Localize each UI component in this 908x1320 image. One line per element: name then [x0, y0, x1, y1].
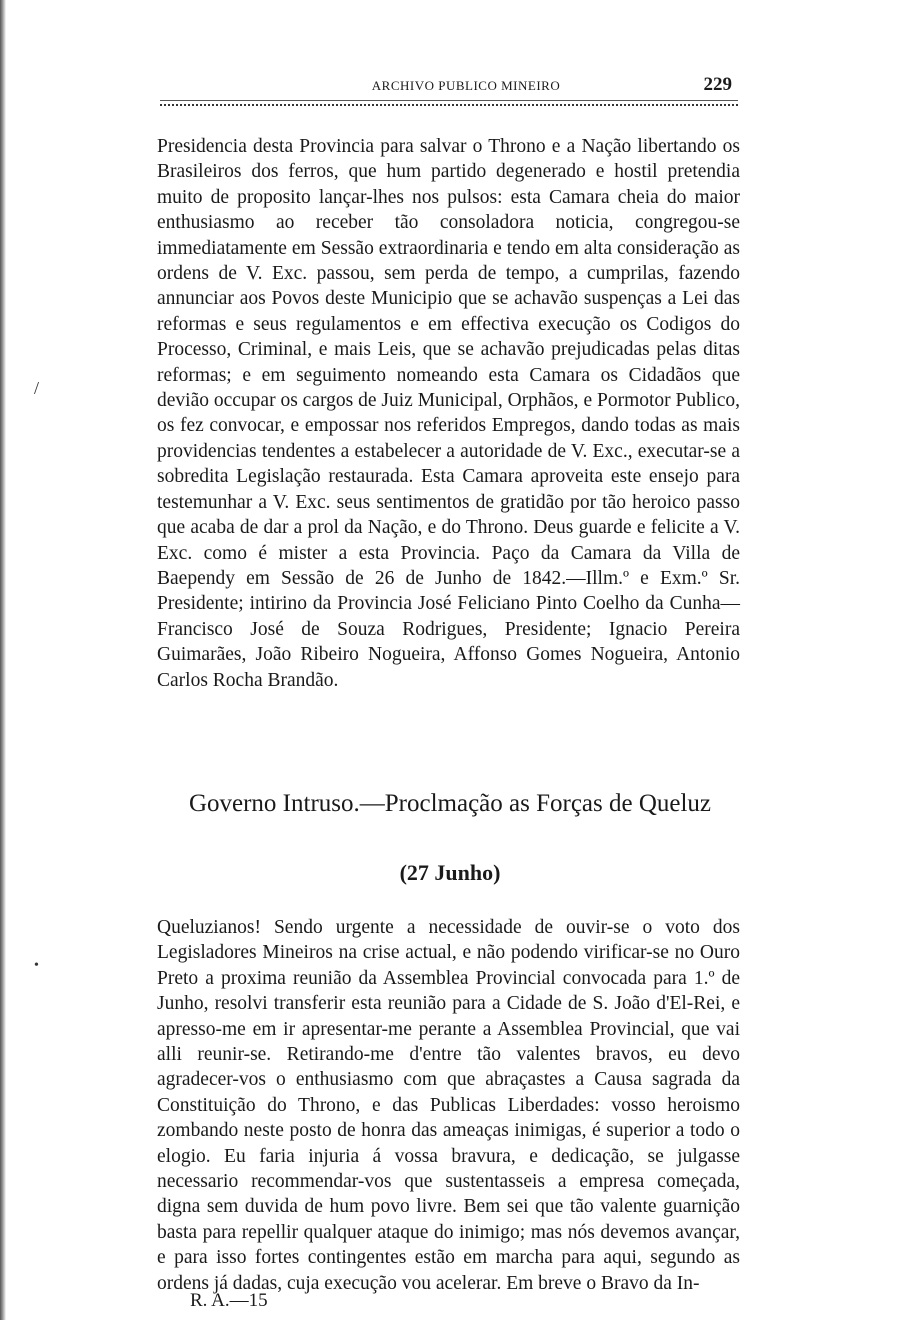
running-head: ARCHIVO PUBLICO MINEIRO	[371, 78, 561, 93]
margin-mark: /	[34, 378, 40, 398]
page-header	[160, 74, 740, 100]
page-edge-shadow	[0, 0, 6, 1320]
body-paragraph: Presidencia desta Provincia para salvar o Throno e a Nação libertando os Brasileiros dos ferros, que hum partido degenerado e hostil pretendia muito de proposito lançar-lhes nos pulsos: esta Camara cheia do maior enthusiasmo ao receber tão consoladora noticia, congregou-se immediatamente em Sessão extraordinaria e tendo em alta consideração as ordens de V. Exc. passou, sem perda de tempo, a cumprilas, fazendo annunciar aos Povos deste Municipio que se achavão suspenças a Lei das reformas e seus regulamentos e em effectiva execução os Codigos do Processo, Criminal, e mais Leis, que se achavão prejudicadas pelas ditas reformas; e em seguimento nomeando esta Camara os Cidadãos que devião occupar os cargos de Juiz Municipal, Orphãos, e Pormotor Publico, os fez convocar, e empossar nos referidos Empregos, dando todas as mais providencias tendentes a estabelecer a autoridade de V. Exc., executar-se a sobredita Legislação restaurada. Esta Camara aproveita este ensejo para testemunhar a V. Exc. seus sentimentos de gratidão por tão heroico passo que acaba de dar a prol da Nação, e do Throno. Deus guarde e felicite a V. Exc. como é mister a esta Provincia. Paço da Camara da Villa de Baependy em Sessão de 26 de Junho de 1842.—Illm.º e Exm.º Sr. Presidente; intirino da Provincia José Feliciano Pinto Coelho da Cunha— Francisco José de Souza Rodrigues, Presidente; Ignacio Pereira Guimarães, João Ribeiro Nogueira, Affonso Gomes Nogueira, Antonio Carlos Rocha Brandão.	[157, 136, 740, 691]
section-date: (27 Junho)	[399, 860, 501, 885]
page-number: 229	[703, 74, 732, 95]
margin-mark: •	[34, 958, 39, 973]
header-rule	[160, 100, 738, 106]
signature-mark: R. A.—15	[190, 1290, 268, 1311]
section-heading: Governo Intruso.—Proclmação as Forças de Queluz	[188, 790, 712, 817]
body-paragraph: Queluzianos! Sendo urgente a necessidade de ouvir-se o voto dos Legisladores Mineiros na crise actual, e não podendo virificar-se no Ouro Preto a proxima reunião da Assemblea Provincial convocada para 1.º de Junho, resolvi transferir esta reunião para a Cidade de S. João d'El-Rei, e apresso-me em ir apresentar-me perante a Assemblea Provincial, que vai alli reunir-se. Retirando-me d'entre tão valentes bravos, eu devo agradecer-vos o enthusiasmo com que abraçastes a Causa sagrada da Constituição do Throno, e das Publicas Liberdades: vosso heroismo zombando neste posto de honra das ameaças inimigas, é superior a todo o elogio. Eu faria injuria á vossa bravura, e dedicação, se julgasse necessario recommendar-vos que sustentasseis a empresa começada, digna sem duvida de hum povo livre. Bem sei que tão valente guarnição basta para repellir qualquer ataque do inimigo; mas nós devemos avançar, e para isso fortes contingentes estão em marcha para aqui, segundo as ordens já dadas, cuja execução vou acelerar. Em breve o Bravo da In-	[157, 917, 740, 1294]
